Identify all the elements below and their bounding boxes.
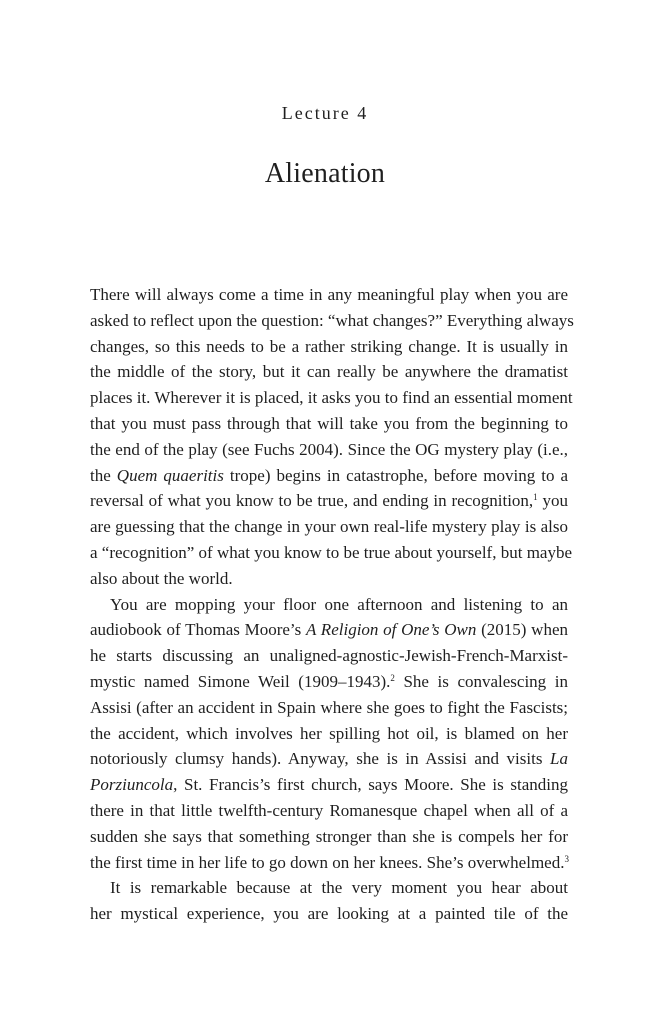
paragraph-3 (90, 875, 568, 927)
text-run: you (537, 491, 569, 511)
text-line: the end of the play (see Fuchs 2004). Since the OG mystery play (i.e., (90, 439, 568, 459)
text-run: She is convalescing in (394, 671, 568, 691)
text-line (90, 772, 568, 798)
text-line: It is remarkable because at the very moment you hear about (110, 878, 568, 898)
paragraph-2 (90, 592, 568, 876)
text-line: also about the world. (90, 568, 233, 588)
text-line: her mystical experience, you are looking at a painted tile of the (90, 904, 568, 924)
italic-title: La (550, 749, 568, 769)
text-run: reversal of what you know to be true, and ending in recognition, (90, 491, 534, 511)
text-line: There will always come a time in any meaningful play when you are (90, 285, 568, 304)
text-run: audiobook of Thomas Moore’s (90, 620, 306, 640)
text-line: places it. Wherever it is placed, it asks you to find an essential moment (90, 388, 573, 408)
text-run: notoriously clumsy hands). Anyway, she is in Assisi and visits (90, 749, 551, 769)
text-run: , St. Francis’s first church, says Moore. She is standing (173, 775, 568, 795)
text-run: trope) begins in catastrophe, before moving to a (223, 465, 569, 485)
footnote-ref-1[interactable]: 1 (533, 492, 538, 503)
text-line: Assisi (after an accident in Spain where she goes to fight the Fascists; (90, 697, 568, 717)
text-line: that you must pass through that will take you from the beginning to (90, 413, 568, 433)
text-line: asked to reflect upon the question: “what changes?” Everything always (90, 310, 574, 330)
body-text (90, 282, 574, 927)
italic-title: A Religion of One’s Own (306, 620, 477, 640)
italic-title: Porziuncola (90, 775, 174, 795)
text-line: a “recognition” of what you know to be true about yourself, but maybe (90, 542, 573, 562)
text-line (90, 746, 568, 772)
footnote-ref-3[interactable]: 3 (564, 853, 569, 864)
lecture-number: Lecture 4 (281, 103, 369, 123)
text-line (90, 463, 568, 489)
text-line: the middle of the story, but it can really be anywhere the dramatist (90, 362, 568, 382)
text-line (90, 488, 568, 514)
text-line (90, 617, 568, 643)
text-line: he starts discussing an unaligned-agnostic-Jewish-French-Marxist- (90, 646, 568, 666)
text-line: You are mopping your floor one afternoon and listening to an (110, 594, 568, 614)
chapter-title: Alienation (264, 158, 386, 189)
text-line (90, 850, 568, 876)
italic-title: Quem quaeritis (116, 465, 224, 485)
text-line: the accident, which involves her spilling hot oil, is blamed on her (90, 723, 568, 743)
text-line: are guessing that the change in your own real-life mystery play is also (90, 517, 568, 537)
text-line: changes, so this needs to be a rather striking change. It is usually in (90, 336, 568, 356)
text-run: the first time in her life to go down on her knees. She’s overwhelmed. (90, 852, 565, 872)
text-line: sudden she says that something stronger than she is compels her for (90, 826, 568, 846)
paragraph-1 (90, 282, 574, 592)
text-line: there in that little twelfth-century Romanesque chapel when all of a (90, 800, 568, 820)
text-run: (2015) when (476, 620, 568, 640)
text-run: the (90, 465, 117, 485)
text-line (90, 669, 568, 695)
text-run: mystic named Simone Weil (1909–1943). (90, 671, 391, 691)
footnote-ref-2[interactable]: 2 (390, 672, 395, 683)
